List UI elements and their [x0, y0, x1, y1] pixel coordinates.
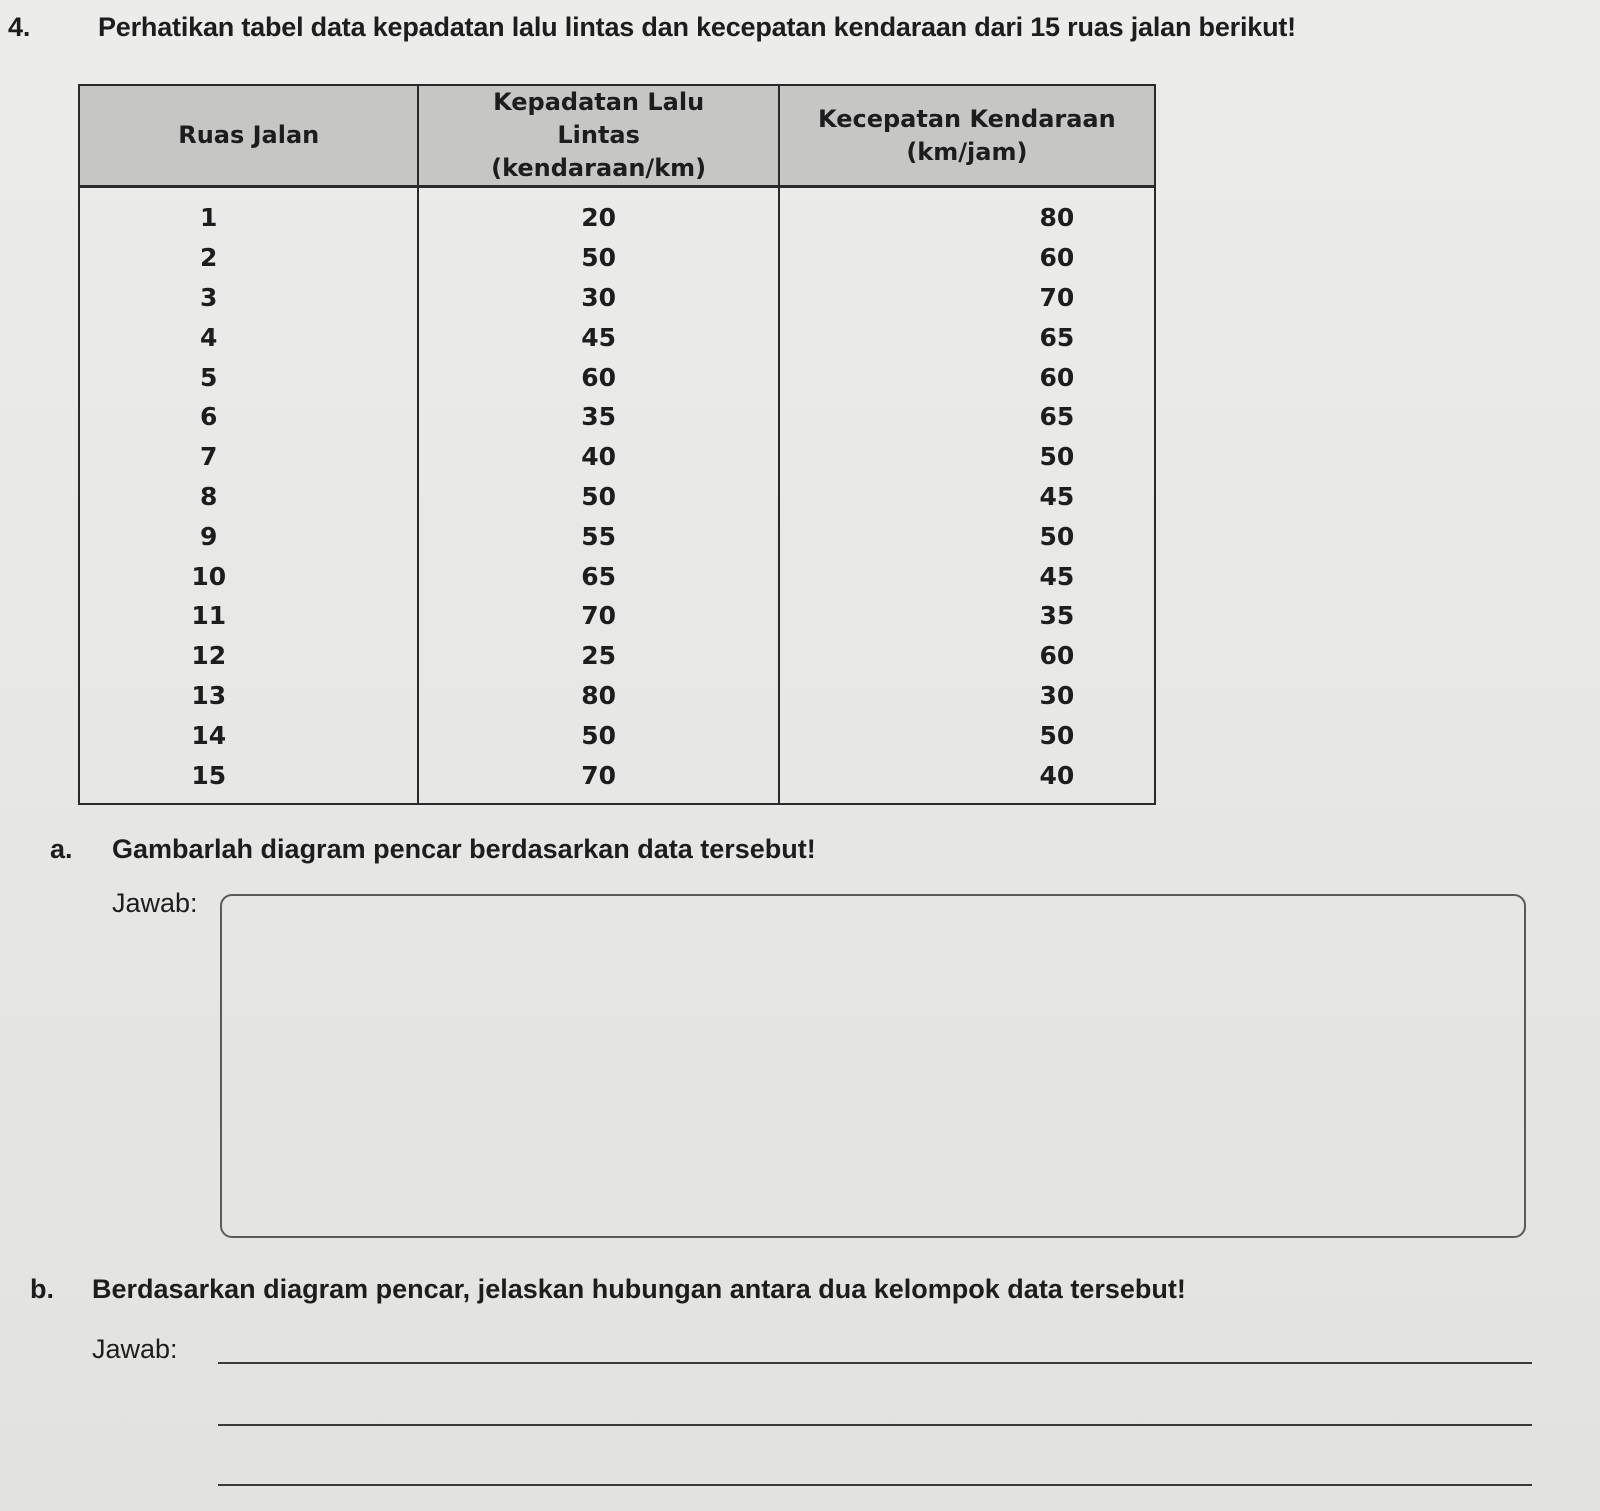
cell-ruas-jalan: 3	[79, 278, 418, 318]
cell-ruas-jalan: 14	[79, 715, 418, 755]
cell-kepadatan: 80	[418, 676, 778, 716]
question-number: 4.	[8, 12, 31, 42]
part-b	[30, 1274, 1186, 1305]
table-header-row	[79, 85, 1155, 187]
part-b-letter: b.	[30, 1274, 54, 1304]
cell-ruas-jalan: 9	[79, 516, 418, 556]
cell-kepadatan: 40	[418, 437, 778, 477]
cell-kecepatan: 65	[779, 317, 1155, 357]
part-b-answer-label: Jawab:	[92, 1334, 178, 1364]
cell-ruas-jalan: 11	[79, 596, 418, 636]
question-text: Perhatikan tabel data kepadatan lalu lintas dan kecepatan kendaraan dari 15 ruas jalan berikut!	[98, 12, 1296, 42]
answer-line-3[interactable]	[218, 1484, 1532, 1486]
answer-line-2[interactable]	[218, 1424, 1532, 1426]
cell-kepadatan: 70	[418, 596, 778, 636]
part-a-text: Gambarlah diagram pencar berdasarkan data tersebut!	[112, 834, 816, 864]
header-kepadatan	[418, 85, 778, 187]
cell-kepadatan: 35	[418, 397, 778, 437]
table-row	[79, 516, 1155, 556]
cell-kecepatan: 80	[779, 187, 1155, 238]
cell-ruas-jalan: 15	[79, 755, 418, 804]
cell-ruas-jalan: 7	[79, 437, 418, 477]
cell-kepadatan: 50	[418, 715, 778, 755]
cell-kepadatan: 25	[418, 636, 778, 676]
cell-kecepatan: 60	[779, 357, 1155, 397]
table-row	[79, 676, 1155, 716]
cell-kepadatan: 50	[418, 238, 778, 278]
table-row	[79, 596, 1155, 636]
cell-kepadatan: 45	[418, 317, 778, 357]
cell-kecepatan: 45	[779, 556, 1155, 596]
header-ruas-jalan: Ruas Jalan	[79, 85, 418, 187]
cell-kecepatan: 50	[779, 715, 1155, 755]
cell-kepadatan: 30	[418, 278, 778, 318]
table-body	[79, 187, 1155, 804]
cell-ruas-jalan: 5	[79, 357, 418, 397]
cell-kepadatan: 65	[418, 556, 778, 596]
cell-kecepatan: 30	[779, 676, 1155, 716]
cell-kepadatan: 20	[418, 187, 778, 238]
table-row	[79, 715, 1155, 755]
cell-kepadatan: 50	[418, 477, 778, 517]
table-row	[79, 556, 1155, 596]
cell-kepadatan: 55	[418, 516, 778, 556]
cell-kecepatan: 40	[779, 755, 1155, 804]
table-row	[79, 636, 1155, 676]
traffic-data-table	[78, 84, 1156, 805]
cell-kecepatan: 65	[779, 397, 1155, 437]
table-row	[79, 477, 1155, 517]
cell-ruas-jalan: 6	[79, 397, 418, 437]
cell-ruas-jalan: 12	[79, 636, 418, 676]
header-kecepatan-text: Kecepatan Kendaraan (km/jam)	[818, 104, 1116, 166]
part-a	[50, 834, 816, 865]
part-a-letter: a.	[50, 834, 73, 864]
cell-ruas-jalan: 2	[79, 238, 418, 278]
cell-kepadatan: 70	[418, 755, 778, 804]
table-row	[79, 437, 1155, 477]
cell-kecepatan: 50	[779, 516, 1155, 556]
cell-ruas-jalan: 13	[79, 676, 418, 716]
table-row	[79, 317, 1155, 357]
cell-kepadatan: 60	[418, 357, 778, 397]
table-row	[79, 357, 1155, 397]
header-kecepatan	[779, 85, 1155, 187]
cell-kecepatan: 50	[779, 437, 1155, 477]
cell-ruas-jalan: 8	[79, 477, 418, 517]
scatter-answer-box[interactable]	[220, 894, 1526, 1238]
cell-ruas-jalan: 1	[79, 187, 418, 238]
cell-kecepatan: 60	[779, 238, 1155, 278]
table-row	[79, 755, 1155, 804]
table-row	[79, 187, 1155, 238]
answer-line-1[interactable]	[218, 1362, 1532, 1364]
question-4	[8, 12, 1296, 43]
part-a-answer-label: Jawab:	[112, 888, 198, 918]
table-row	[79, 278, 1155, 318]
cell-kecepatan: 70	[779, 278, 1155, 318]
part-b-text: Berdasarkan diagram pencar, jelaskan hubungan antara dua kelompok data tersebut!	[92, 1274, 1186, 1304]
cell-ruas-jalan: 10	[79, 556, 418, 596]
cell-ruas-jalan: 4	[79, 317, 418, 357]
table-row	[79, 238, 1155, 278]
cell-kecepatan: 60	[779, 636, 1155, 676]
cell-kecepatan: 45	[779, 477, 1155, 517]
table-row	[79, 397, 1155, 437]
cell-kecepatan: 35	[779, 596, 1155, 636]
header-kepadatan-text: Kepadatan Lalu Lintas (kendaraan/km)	[491, 88, 707, 182]
